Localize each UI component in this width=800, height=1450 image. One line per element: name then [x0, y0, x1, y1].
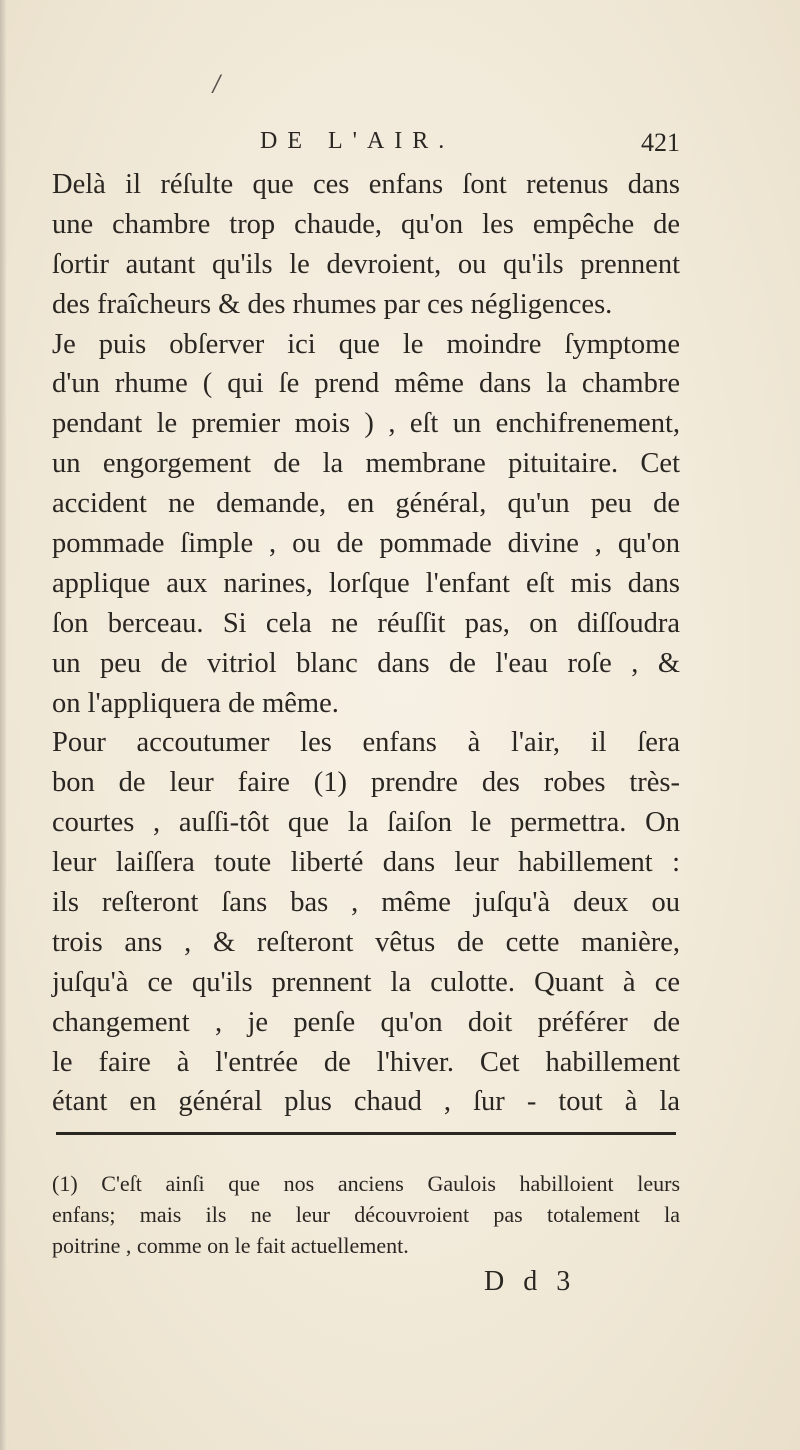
text-line: le faire à l'entrée de l'hiver. Cet habillement: [52, 1046, 680, 1078]
footnote: [52, 1168, 680, 1261]
text-line: des fraîcheurs & des rhumes par ces négligences.: [52, 288, 613, 320]
text-line: applique aux narines, lorſque l'enfant eſt mis dans: [52, 567, 680, 599]
signature-mark: D d 3: [484, 1266, 577, 1297]
footnote-line: enfans; mais ils ne leur découvroient pas totalement la: [52, 1202, 680, 1227]
footnote-line: poitrine , comme on le fait actuellement.: [52, 1233, 409, 1258]
body-text: [52, 165, 680, 1122]
page-number: 421: [641, 128, 680, 157]
text-line: trois ans , & reſteront vêtus de cette manière,: [52, 926, 680, 958]
footnote-rule: [56, 1132, 676, 1135]
text-line: Pour accoutumer les enfans à l'air, il ſera: [52, 727, 680, 759]
text-line: d'un rhume ( qui ſe prend même dans la chambre: [52, 368, 680, 400]
text-line: Je puis obſerver ici que le moindre ſymptome: [52, 328, 680, 360]
text-line: Delà il réſulte que ces enfans ſont retenus dans: [52, 169, 680, 200]
text-line: courtes , auſſi-tôt que la ſaiſon le permettra. On: [52, 807, 680, 839]
text-line: leur laiſſera toute liberté dans leur habillement :: [52, 847, 680, 879]
text-line: ils reſteront ſans bas , même juſqu'à deux ou: [52, 887, 680, 919]
margin-mark: /: [213, 72, 221, 97]
text-line: pommade ſimple , ou de pommade divine , qu'on: [52, 528, 680, 560]
text-line: un engorgement de la membrane pituitaire. Cet: [52, 448, 680, 480]
text-line: changement , je penſe qu'on doit préférer de: [52, 1006, 680, 1038]
page-binding-edge: [0, 0, 6, 1450]
text-line: on l'appliquera de même.: [52, 687, 339, 719]
text-line: une chambre trop chaude, qu'on les empêche de: [52, 208, 680, 240]
text-line: juſqu'à ce qu'ils prennent la culotte. Quant à ce: [52, 966, 680, 998]
text-line: pendant le premier mois ) , eſt un enchifrenement,: [52, 408, 680, 440]
text-line: un peu de vitriol blanc dans de l'eau roſe , &: [52, 647, 680, 679]
text-line: bon de leur faire (1) prendre des robes très-: [52, 767, 680, 799]
running-head: [50, 128, 680, 168]
footnote-line: (1) C'eſt ainſi que nos anciens Gaulois habilloient leurs: [52, 1171, 680, 1196]
text-line: étant en général plus chaud , ſur - tout à la: [52, 1086, 680, 1118]
text-line: accident ne demande, en général, qu'un peu de: [52, 488, 680, 520]
running-head-title: DE L'AIR.: [260, 128, 455, 154]
text-line: ſon berceau. Si cela ne réuſſit pas, on diſſoudra: [52, 607, 680, 639]
text-line: ſortir autant qu'ils le devroient, ou qu'ils prennent: [52, 248, 680, 280]
